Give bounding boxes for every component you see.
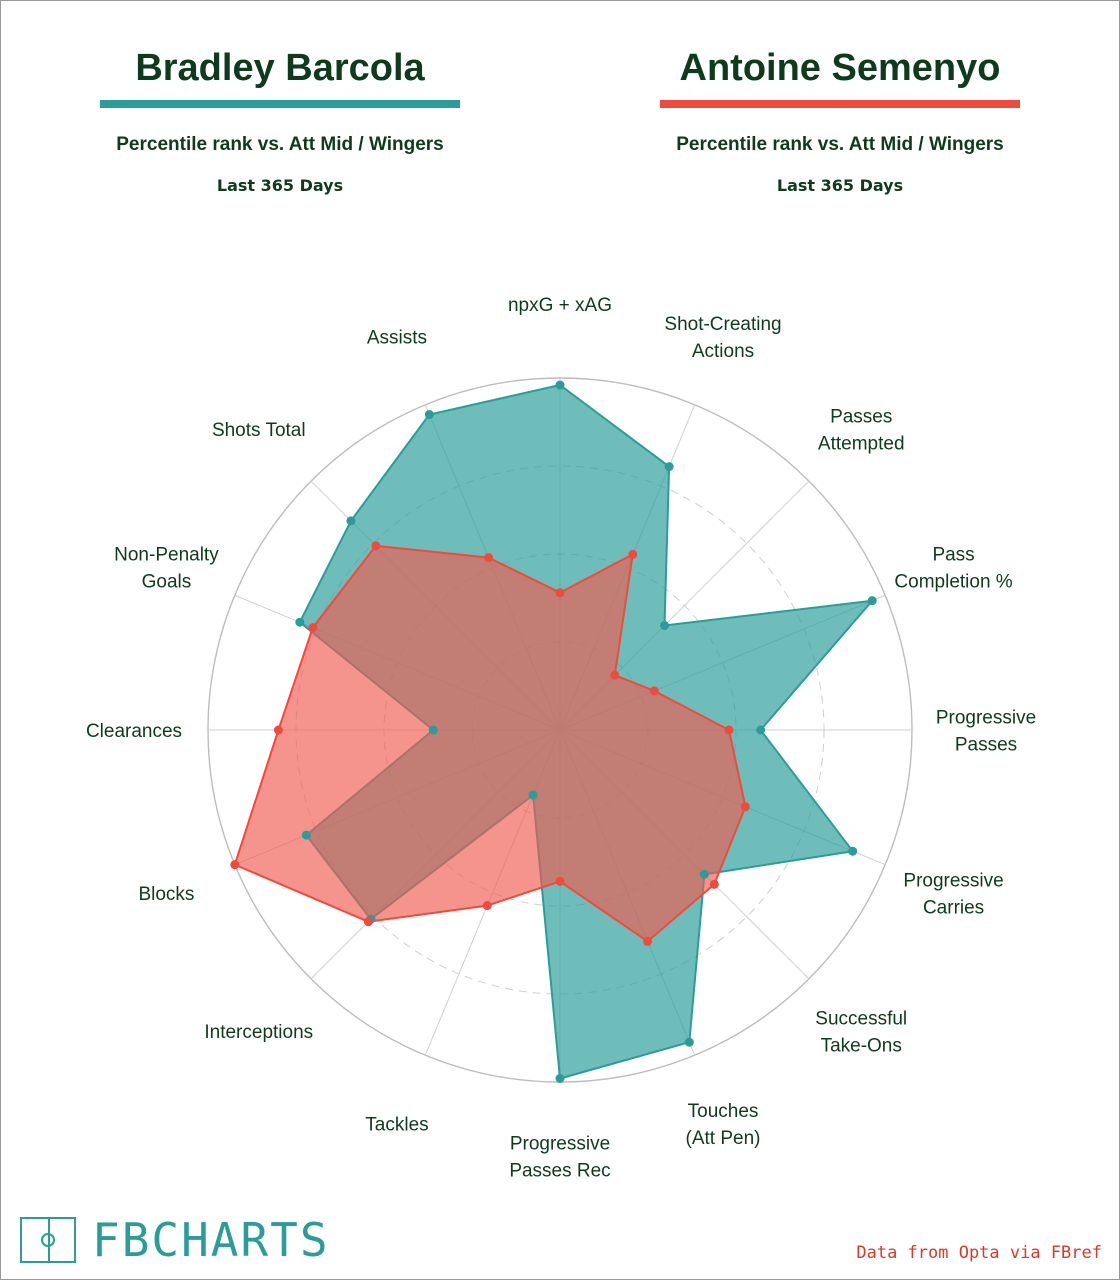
axis-label: Clearances xyxy=(85,721,183,742)
data-point xyxy=(848,847,857,856)
data-point xyxy=(371,541,380,550)
axis-label: Progressive Passes xyxy=(935,707,1037,756)
data-point xyxy=(346,516,355,525)
data-point xyxy=(308,623,317,632)
player-name: Antoine Semenyo xyxy=(679,47,1001,89)
data-point xyxy=(364,917,373,926)
data-point xyxy=(484,553,493,562)
logo-text: FBCHARTS xyxy=(92,1213,330,1267)
data-point xyxy=(650,686,659,695)
chart-subtitle: Percentile rank vs. Att Mid / Wingers xyxy=(116,134,444,155)
fbcharts-logo xyxy=(20,1212,330,1268)
axis-label: Progressive Passes Rec xyxy=(509,1133,611,1182)
axis-label: npxG + xAG xyxy=(507,295,613,316)
data-point xyxy=(643,937,652,946)
data-point xyxy=(556,1074,565,1083)
data-point xyxy=(529,791,538,800)
data-point xyxy=(724,726,733,735)
axis-label: Shot-Creating Actions xyxy=(664,313,782,362)
data-point xyxy=(302,831,311,840)
axis-label: Touches (Att Pen) xyxy=(685,1101,761,1150)
pitch-icon xyxy=(20,1217,76,1263)
data-point xyxy=(710,880,719,889)
axis-label: Successful Take-Ons xyxy=(815,1008,908,1057)
data-point xyxy=(483,901,492,910)
chart-subtitle: Percentile rank vs. Att Mid / Wingers xyxy=(676,134,1004,155)
data-point xyxy=(685,1038,694,1047)
data-source: Data from Opta via FBref xyxy=(856,1243,1102,1263)
data-point xyxy=(556,877,565,886)
data-point xyxy=(660,621,669,630)
data-point xyxy=(230,860,239,869)
axis-label: Non-Penalty Goals xyxy=(114,544,219,593)
data-point xyxy=(425,410,434,419)
axis-label: Passes Attempted xyxy=(817,406,905,455)
data-point xyxy=(756,726,765,735)
axis-label: Blocks xyxy=(138,884,195,906)
data-point xyxy=(628,550,637,559)
data-point xyxy=(556,588,565,597)
data-point xyxy=(274,726,283,735)
player-name: Bradley Barcola xyxy=(135,47,425,89)
axis-label: Interceptions xyxy=(204,1022,314,1044)
axis-label: Assists xyxy=(366,327,428,349)
data-point xyxy=(700,870,709,879)
axis-label: Tackles xyxy=(365,1114,429,1136)
data-point xyxy=(741,802,750,811)
data-point xyxy=(610,671,619,680)
data-point xyxy=(556,381,565,390)
data-point xyxy=(295,618,304,627)
axis-label: Shots Total xyxy=(211,419,306,441)
data-point xyxy=(429,726,438,735)
radar-series xyxy=(230,381,876,1083)
axis-label: Pass Completion % xyxy=(894,544,1013,593)
axis-label: Progressive Carries xyxy=(903,870,1004,919)
data-point xyxy=(665,462,674,471)
chart-period: Last 365 Days xyxy=(776,176,904,195)
data-point xyxy=(868,596,877,605)
chart-period: Last 365 Days xyxy=(216,176,344,195)
